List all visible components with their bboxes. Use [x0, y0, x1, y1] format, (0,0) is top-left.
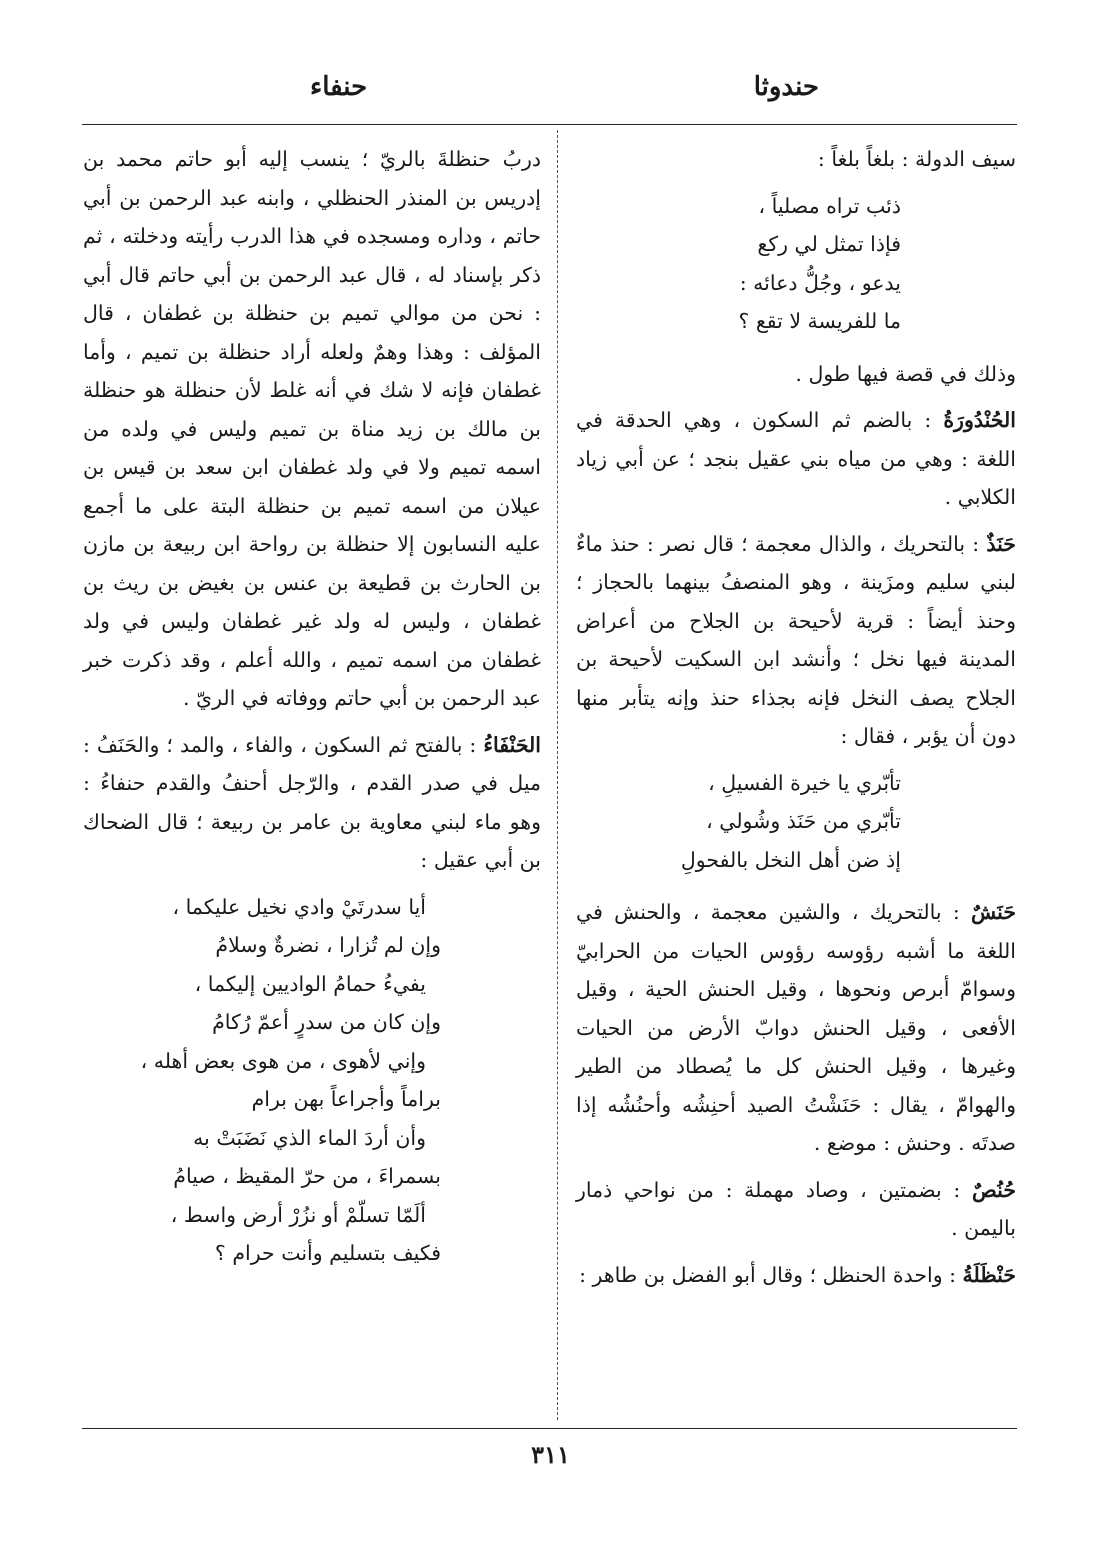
verse-line: وإن لم تُزارا ، نضرةٌ وسلامُ: [215, 933, 441, 957]
verse-line: فكيف بتسليم وأنت حرام ؟: [214, 1241, 441, 1265]
headword: حَنَشٌ: [971, 900, 1016, 924]
entry-hanash: [576, 893, 1016, 1163]
entry-hunduwra: [576, 401, 1016, 517]
verse-line: ذئب تراه مصلياً ،: [758, 193, 901, 218]
verse-line: وإن كان من سدرٍ أعمّ رُكامُ: [212, 1010, 441, 1034]
headword: حَنْظَلَةُ: [962, 1262, 1016, 1287]
verse-line: فإذا تمثل لي ركع: [757, 232, 901, 256]
verse-block-1: [576, 187, 1016, 341]
running-head-left: حنفاء: [310, 72, 368, 102]
verse-line: يفيءُ حمامُ الواديين إليكما ،: [194, 971, 426, 996]
page-number: ٣١١: [531, 1440, 570, 1469]
verse-line: تأبّري يا خيرة الفسيلِ ،: [708, 770, 901, 795]
closing-line: وذلك في قصة فيها طول .: [795, 361, 1016, 386]
headword: الحُنْدُورَةُ: [943, 408, 1016, 432]
headword: الحَنْفَاءُ: [483, 732, 541, 757]
verse-line: وإني لأهوى ، من هوى بعض أهله ،: [140, 1048, 426, 1073]
intro-line: سيف الدولة : بلغاً بلغاً :: [817, 147, 1016, 171]
verse-line: وأن أردَ الماء الذي نَضَبَتْ به: [193, 1125, 426, 1150]
entry-text: : بالتحريك ، والشين معجمة ، والحنش في اللغة ما أشبه رؤوسه رؤوس الحيات من الحرابيّ وسوامّ أبرص ونحوها ، وقيل الحنش الحية ، وقيل الأفعى ، وقيل الحنش دوابّ الأرض من الحيات وغيرها ، وقيل الحنش كل ما يُصطاد من الطير والهوامّ ، يقال : حَنَشْتُ الصيد أحنِشُه وأحنُشُه إذا صدتَه . وحنش : موضع .: [576, 900, 1016, 1155]
entry-text: : بالتحريك ، والذال معجمة ؛ قال نصر : حنذ ماءٌ لبني سليم ومزَينة ، وهو المنصفُ بينهما بالحجاز ؛ وحنذ أيضاً : قرية لأحيحة بن الجلاح من أعراض المدينة فيها نخل ؛ وأنشد ابن السكيت لأحيحة بن الجلاح يصف النخل فإنه بجذاء حنذ وإنه يتأبر منها دون أن يؤبر ، فقال :: [576, 531, 1016, 748]
verse-line: أيا سدرتَيْ وادي نخيل عليكما ،: [172, 894, 426, 919]
left-column: [83, 140, 541, 1287]
running-head-right: حندوثا: [753, 72, 819, 102]
verse-line: يدعو ، وجُلُّ دعائه :: [739, 270, 901, 295]
continued-text: دربُ حنظلةَ بالريّ ؛ ينسب إليه أبو حاتم محمد بن إدريس بن المنذر الحنظلي ، وابنه عبد الرحمن بن أبي حاتم ، وداره ومسجده في هذا الدرب رأيته ودخلته ، ثم ذكر بإسناد له ، قال عبد الرحمن بن أبي حاتم قال أبي : نحن من موالي تميم بن حنظلة بن غطفان ، قال المؤلف : وهذا وهمٌ ولعله أراد حنظلة بن تميم ، وأما غطفان فإنه لا شك في أنه غلط لأن حنظلة هو حنظلة بن مالك بن زيد مناة بن تميم وليس في ولده من اسمه تميم ولا في ولد غطفان ابن سعد بن قيس بن عيلان من اسمه تميم بن حنظلة البتة على ما أجمع عليه النسابون إلا حنظلة بن رواحة ابن ربيعة بن مازن بن الحارث بن قطيعة بن عنس بن بغيض بن ريث بن غطفان ، وليس له ولد غير غطفان وليس في ولد غطفان من اسمه تميم ، والله أعلم ، وقد ذكرت خبر عبد الرحمن بن أبي حاتم ووفاته في الريّ .: [83, 147, 541, 710]
bottom-rule: [82, 1428, 1017, 1429]
entry-text: : بالضم ثم السكون ، وهي الحدقة في اللغة : وهي من مياه بني عقيل بنجد ؛ عن أبي زياد الكلابي .: [576, 408, 1016, 509]
headword: حُنُصٌ: [972, 1177, 1016, 1202]
verse-line: براماً وأجراعاً بهن برام: [251, 1087, 441, 1111]
entry-text: : بضمتين ، وصاد مهملة : من نواحي ذمار باليمن .: [576, 1177, 1016, 1240]
column-divider: [557, 130, 558, 1420]
right-column: [576, 140, 1016, 1302]
headword: حَنَذٌ: [986, 531, 1016, 556]
verse-line: بسمراءَ ، من حرّ المقيظ ، صيامُ: [173, 1164, 441, 1188]
entry-text: : بالفتح ثم السكون ، والفاء ، والمد ؛ والحَنَفُ : ميل في صدر القدم ، والرّجل أحنفُ والقدم حنفاءُ : وهو ماء لبني معاوية بن عامر بن ربيعة ؛ قال الضحاك بن أبي عقيل :: [83, 732, 541, 872]
entry-hanadh: [576, 525, 1016, 756]
verse-block-3: [83, 888, 541, 1273]
entry-hanzala: [576, 1256, 1016, 1295]
verse-line: ما للفريسة لا تقع ؟: [738, 309, 901, 333]
entry-hunus: [576, 1171, 1016, 1248]
entry-text: : واحدة الحنظل ؛ وقال أبو الفضل بن طاهر :: [579, 1262, 957, 1287]
entry-hunafa: [83, 726, 541, 880]
verse-line: ألَمّا تسلّمْ أو نزُرْ أرض واسط ،: [170, 1202, 426, 1227]
verse-line: تأبّري من حَنَذ وشُولي ،: [706, 809, 901, 833]
verse-block-2: [576, 764, 1016, 880]
verse-line: إذ ضن أهل النخل بالفحولِ: [680, 847, 901, 872]
top-rule: [82, 124, 1017, 125]
